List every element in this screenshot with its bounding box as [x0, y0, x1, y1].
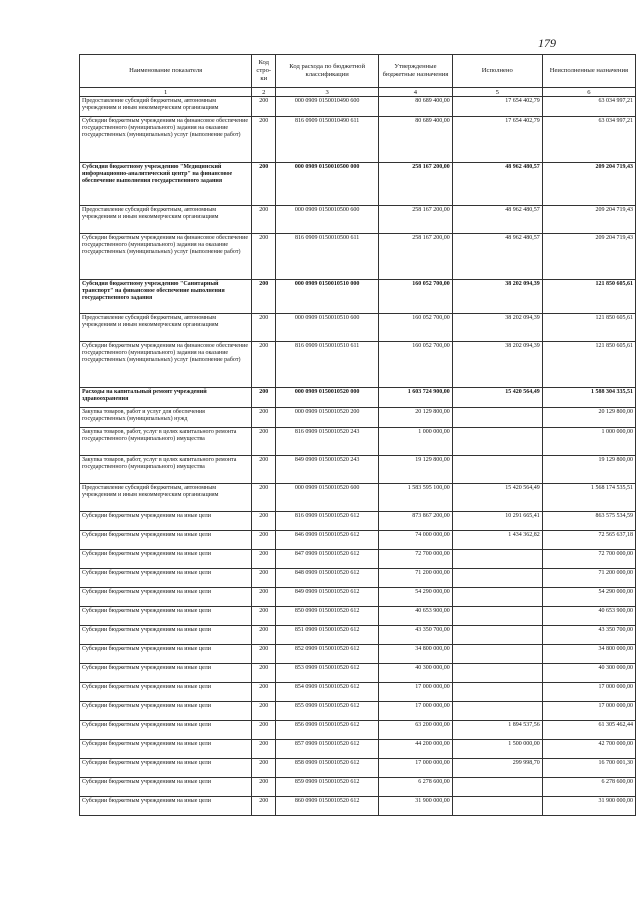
cell-budget-classification: 857 0909 0150010520 612	[276, 740, 379, 759]
cell-indicator-name: Субсидия бюджетному учреждению "Медицинский информационно-аналитический центр" на финансовое обеспечение выполнения государственного задания	[80, 163, 252, 206]
cell-approved: 54 290 000,00	[379, 588, 453, 607]
cell-executed: 38 202 094,39	[452, 280, 542, 314]
cell-approved: 31 900 000,00	[379, 797, 453, 816]
cell-budget-classification: 846 0909 0150010520 612	[276, 531, 379, 550]
budget-execution-table	[79, 54, 636, 816]
table-row	[80, 484, 636, 512]
column-index: 1	[80, 88, 252, 97]
cell-executed: 48 962 480,57	[452, 163, 542, 206]
cell-executed: 1 500 000,00	[452, 740, 542, 759]
cell-line-code: 200	[252, 456, 276, 484]
cell-approved: 17 000 000,00	[379, 702, 453, 721]
cell-remaining: 72 565 637,18	[542, 531, 635, 550]
cell-approved: 1 583 595 100,00	[379, 484, 453, 512]
table-row	[80, 512, 636, 531]
cell-remaining: 17 000 000,00	[542, 702, 635, 721]
cell-indicator-name: Предоставление субсидий бюджетным, автономным учреждениям и иным некоммерческим организациям	[80, 484, 252, 512]
cell-budget-classification: 816 0909 0150010510 611	[276, 342, 379, 388]
table-row	[80, 645, 636, 664]
cell-executed: 10 291 665,41	[452, 512, 542, 531]
table-row	[80, 569, 636, 588]
cell-budget-classification: 860 0909 0150010520 612	[276, 797, 379, 816]
cell-executed	[452, 626, 542, 645]
cell-approved: 40 300 000,00	[379, 664, 453, 683]
cell-indicator-name: Закупка товаров, работ, услуг в целях капитального ремонта государственного (муниципального) имущества	[80, 456, 252, 484]
table-row	[80, 280, 636, 314]
cell-executed: 17 654 402,79	[452, 97, 542, 117]
cell-approved: 20 129 800,00	[379, 408, 453, 428]
table-row	[80, 759, 636, 778]
cell-remaining: 40 300 000,00	[542, 664, 635, 683]
cell-executed: 1 894 537,56	[452, 721, 542, 740]
cell-budget-classification: 858 0909 0150010520 612	[276, 759, 379, 778]
cell-budget-classification: 816 0909 0150010520 612	[276, 512, 379, 531]
cell-budget-classification: 000 0909 0150010520 600	[276, 484, 379, 512]
cell-executed: 1 434 362,82	[452, 531, 542, 550]
cell-line-code: 200	[252, 388, 276, 408]
column-index: 3	[276, 88, 379, 97]
table-row	[80, 664, 636, 683]
cell-indicator-name: Предоставление субсидий бюджетным, автономным учреждениям и иным некоммерческим организациям	[80, 314, 252, 342]
cell-executed	[452, 569, 542, 588]
table-row	[80, 702, 636, 721]
cell-executed: 299 998,70	[452, 759, 542, 778]
cell-indicator-name: Субсидии бюджетным учреждениям на финансовое обеспечение государственного (муниципального) задания на оказание государственных (муниципальных) услуг (выполнение работ)	[80, 234, 252, 280]
cell-approved: 258 167 200,00	[379, 163, 453, 206]
cell-indicator-name: Субсидии бюджетным учреждениям на иные цели	[80, 550, 252, 569]
cell-indicator-name: Закупка товаров, работ, услуг в целях капитального ремонта государственного (муниципального) имущества	[80, 428, 252, 456]
cell-remaining: 1 000 000,00	[542, 428, 635, 456]
cell-remaining: 121 850 605,61	[542, 314, 635, 342]
cell-line-code: 200	[252, 280, 276, 314]
cell-budget-classification: 000 0909 0150010520 000	[276, 388, 379, 408]
table-row	[80, 388, 636, 408]
cell-indicator-name: Субсидии бюджетным учреждениям на иные цели	[80, 721, 252, 740]
cell-line-code: 200	[252, 778, 276, 797]
page-number: 179	[538, 36, 556, 50]
cell-line-code: 200	[252, 588, 276, 607]
cell-line-code: 200	[252, 550, 276, 569]
cell-line-code: 200	[252, 702, 276, 721]
cell-executed: 48 962 480,57	[452, 234, 542, 280]
cell-remaining: 20 129 800,00	[542, 408, 635, 428]
cell-executed	[452, 428, 542, 456]
cell-budget-classification: 849 0909 0150010520 243	[276, 456, 379, 484]
header-line-code: Код стро-ки	[252, 55, 276, 88]
cell-approved: 80 689 400,00	[379, 117, 453, 163]
cell-indicator-name: Субсидии бюджетным учреждениям на иные цели	[80, 759, 252, 778]
cell-line-code: 200	[252, 626, 276, 645]
cell-line-code: 200	[252, 683, 276, 702]
cell-approved: 258 167 200,00	[379, 234, 453, 280]
cell-remaining: 71 200 000,00	[542, 569, 635, 588]
cell-budget-classification: 000 0909 0150010510 000	[276, 280, 379, 314]
cell-approved: 43 350 700,00	[379, 626, 453, 645]
cell-budget-classification: 000 0909 0150010520 200	[276, 408, 379, 428]
column-index: 2	[252, 88, 276, 97]
cell-indicator-name: Субсидии бюджетным учреждениям на иные цели	[80, 740, 252, 759]
cell-line-code: 200	[252, 759, 276, 778]
header-indicator-name: Наименование показателя	[80, 55, 252, 88]
cell-approved: 34 800 000,00	[379, 645, 453, 664]
cell-budget-classification: 852 0909 0150010520 612	[276, 645, 379, 664]
table-row	[80, 163, 636, 206]
cell-line-code: 200	[252, 314, 276, 342]
cell-indicator-name: Субсидии бюджетным учреждениям на иные цели	[80, 512, 252, 531]
table-row	[80, 607, 636, 626]
header-approved: Утвержденные бюджетные назначения	[379, 55, 453, 88]
cell-remaining: 42 700 000,00	[542, 740, 635, 759]
cell-budget-classification: 816 0909 0150010490 611	[276, 117, 379, 163]
cell-line-code: 200	[252, 607, 276, 626]
cell-budget-classification: 000 0909 0150010500 600	[276, 206, 379, 234]
column-index: 6	[542, 88, 635, 97]
cell-executed	[452, 664, 542, 683]
cell-executed: 15 420 564,49	[452, 484, 542, 512]
cell-remaining: 863 575 534,59	[542, 512, 635, 531]
cell-approved: 1 000 000,00	[379, 428, 453, 456]
cell-line-code: 200	[252, 206, 276, 234]
cell-executed: 48 962 480,57	[452, 206, 542, 234]
header-executed: Исполнено	[452, 55, 542, 88]
cell-budget-classification: 851 0909 0150010520 612	[276, 626, 379, 645]
table-row	[80, 408, 636, 428]
cell-approved: 17 000 000,00	[379, 683, 453, 702]
cell-indicator-name: Субсидии бюджетным учреждениям на иные цели	[80, 664, 252, 683]
cell-remaining: 209 204 719,43	[542, 234, 635, 280]
cell-approved: 1 603 724 900,00	[379, 388, 453, 408]
table-row	[80, 456, 636, 484]
cell-remaining: 209 204 719,43	[542, 206, 635, 234]
header-index-row	[80, 88, 636, 97]
cell-indicator-name: Субсидии бюджетным учреждениям на иные цели	[80, 645, 252, 664]
cell-budget-classification: 816 0909 0150010500 611	[276, 234, 379, 280]
cell-approved: 873 867 200,00	[379, 512, 453, 531]
cell-line-code: 200	[252, 408, 276, 428]
cell-line-code: 200	[252, 163, 276, 206]
cell-line-code: 200	[252, 664, 276, 683]
cell-indicator-name: Предоставление субсидий бюджетным, автономным учреждениям и иным некоммерческим организациям	[80, 97, 252, 117]
cell-budget-classification: 849 0909 0150010520 612	[276, 588, 379, 607]
cell-executed: 38 202 094,39	[452, 342, 542, 388]
cell-line-code: 200	[252, 428, 276, 456]
cell-approved: 40 653 900,00	[379, 607, 453, 626]
cell-budget-classification: 856 0909 0150010520 612	[276, 721, 379, 740]
cell-approved: 6 278 600,00	[379, 778, 453, 797]
cell-executed	[452, 408, 542, 428]
cell-executed	[452, 456, 542, 484]
cell-executed	[452, 645, 542, 664]
cell-budget-classification: 848 0909 0150010520 612	[276, 569, 379, 588]
cell-line-code: 200	[252, 797, 276, 816]
cell-remaining: 34 800 000,00	[542, 645, 635, 664]
cell-indicator-name: Субсидии бюджетным учреждениям на финансовое обеспечение государственного (муниципального) задания на оказание государственных (муниципальных) услуг (выполнение работ)	[80, 342, 252, 388]
table-row	[80, 97, 636, 117]
header-remaining: Неисполненные назначения	[542, 55, 635, 88]
cell-line-code: 200	[252, 117, 276, 163]
cell-indicator-name: Закупка товаров, работ и услуг для обеспечения государственных (муниципальных) нужд	[80, 408, 252, 428]
column-index: 5	[452, 88, 542, 97]
cell-indicator-name: Субсидии бюджетным учреждениям на иные цели	[80, 797, 252, 816]
cell-indicator-name: Субсидии бюджетным учреждениям на финансовое обеспечение государственного (муниципального) задания на оказание государственных (муниципальных) услуг (выполнение работ)	[80, 117, 252, 163]
cell-approved: 258 167 200,00	[379, 206, 453, 234]
cell-executed	[452, 702, 542, 721]
table-row	[80, 531, 636, 550]
cell-indicator-name: Субсидии бюджетным учреждениям на иные цели	[80, 683, 252, 702]
cell-budget-classification: 816 0909 0150010520 243	[276, 428, 379, 456]
cell-remaining: 63 034 997,21	[542, 117, 635, 163]
cell-budget-classification: 859 0909 0150010520 612	[276, 778, 379, 797]
cell-line-code: 200	[252, 740, 276, 759]
cell-approved: 63 200 000,00	[379, 721, 453, 740]
cell-indicator-name: Расходы на капитальный ремонт учреждений здравоохранения	[80, 388, 252, 408]
table-row	[80, 234, 636, 280]
cell-executed	[452, 778, 542, 797]
table-row	[80, 797, 636, 816]
cell-remaining: 19 129 800,00	[542, 456, 635, 484]
cell-budget-classification: 000 0909 0150010490 600	[276, 97, 379, 117]
cell-executed: 15 420 564,49	[452, 388, 542, 408]
cell-executed	[452, 683, 542, 702]
table-row	[80, 626, 636, 645]
cell-line-code: 200	[252, 234, 276, 280]
cell-indicator-name: Субсидии бюджетным учреждениям на иные цели	[80, 702, 252, 721]
table-row	[80, 206, 636, 234]
table-row	[80, 588, 636, 607]
cell-remaining: 61 305 462,44	[542, 721, 635, 740]
cell-line-code: 200	[252, 721, 276, 740]
cell-remaining: 121 850 605,61	[542, 280, 635, 314]
cell-indicator-name: Субсидии бюджетным учреждениям на иные цели	[80, 531, 252, 550]
cell-indicator-name: Субсидии бюджетным учреждениям на иные цели	[80, 607, 252, 626]
cell-indicator-name: Субсидии бюджетным учреждениям на иные цели	[80, 778, 252, 797]
cell-budget-classification: 853 0909 0150010520 612	[276, 664, 379, 683]
cell-remaining: 72 700 000,00	[542, 550, 635, 569]
cell-approved: 44 200 000,00	[379, 740, 453, 759]
cell-executed: 38 202 094,39	[452, 314, 542, 342]
cell-executed: 17 654 402,79	[452, 117, 542, 163]
cell-indicator-name: Субсидии бюджетным учреждениям на иные цели	[80, 588, 252, 607]
cell-remaining: 40 653 900,00	[542, 607, 635, 626]
cell-budget-classification: 854 0909 0150010520 612	[276, 683, 379, 702]
cell-budget-classification: 847 0909 0150010520 612	[276, 550, 379, 569]
cell-line-code: 200	[252, 342, 276, 388]
cell-line-code: 200	[252, 569, 276, 588]
table-row	[80, 683, 636, 702]
cell-line-code: 200	[252, 531, 276, 550]
cell-executed	[452, 797, 542, 816]
cell-remaining: 54 290 000,00	[542, 588, 635, 607]
cell-approved: 160 052 700,00	[379, 280, 453, 314]
cell-remaining: 121 850 605,61	[542, 342, 635, 388]
table-body	[80, 97, 636, 816]
cell-approved: 160 052 700,00	[379, 314, 453, 342]
cell-line-code: 200	[252, 97, 276, 117]
cell-indicator-name: Предоставление субсидий бюджетным, автономным учреждениям и иным некоммерческим организациям	[80, 206, 252, 234]
table-row	[80, 314, 636, 342]
table-row	[80, 117, 636, 163]
table-row	[80, 342, 636, 388]
cell-remaining: 6 278 600,00	[542, 778, 635, 797]
cell-executed	[452, 550, 542, 569]
cell-budget-classification: 000 0909 0150010500 000	[276, 163, 379, 206]
cell-remaining: 43 350 700,00	[542, 626, 635, 645]
cell-remaining: 209 204 719,43	[542, 163, 635, 206]
cell-remaining: 1 568 174 535,51	[542, 484, 635, 512]
cell-remaining: 1 588 304 335,51	[542, 388, 635, 408]
cell-approved: 72 700 000,00	[379, 550, 453, 569]
cell-executed	[452, 588, 542, 607]
cell-approved: 80 689 400,00	[379, 97, 453, 117]
cell-indicator-name: Субсидии бюджетным учреждениям на иные цели	[80, 569, 252, 588]
header-budget-classification: Код расхода по бюджетной классификации	[276, 55, 379, 88]
cell-approved: 74 000 000,00	[379, 531, 453, 550]
cell-budget-classification: 850 0909 0150010520 612	[276, 607, 379, 626]
cell-line-code: 200	[252, 645, 276, 664]
cell-indicator-name: Субсидия бюджетному учреждению "Санитарный транспорт" на финансовое обеспечение выполнения государственного задания	[80, 280, 252, 314]
cell-line-code: 200	[252, 484, 276, 512]
cell-remaining: 17 000 000,00	[542, 683, 635, 702]
cell-approved: 17 000 000,00	[379, 759, 453, 778]
cell-indicator-name: Субсидии бюджетным учреждениям на иные цели	[80, 626, 252, 645]
table-row	[80, 740, 636, 759]
cell-approved: 160 052 700,00	[379, 342, 453, 388]
table-row	[80, 721, 636, 740]
cell-approved: 19 129 800,00	[379, 456, 453, 484]
cell-remaining: 31 900 000,00	[542, 797, 635, 816]
cell-budget-classification: 855 0909 0150010520 612	[276, 702, 379, 721]
table-row	[80, 550, 636, 569]
table-row	[80, 778, 636, 797]
table-row	[80, 428, 636, 456]
cell-budget-classification: 000 0909 0150010510 600	[276, 314, 379, 342]
cell-remaining: 63 034 997,21	[542, 97, 635, 117]
cell-executed	[452, 607, 542, 626]
cell-approved: 71 200 000,00	[379, 569, 453, 588]
column-index: 4	[379, 88, 453, 97]
header-row	[80, 55, 636, 88]
cell-line-code: 200	[252, 512, 276, 531]
cell-remaining: 16 700 001,30	[542, 759, 635, 778]
